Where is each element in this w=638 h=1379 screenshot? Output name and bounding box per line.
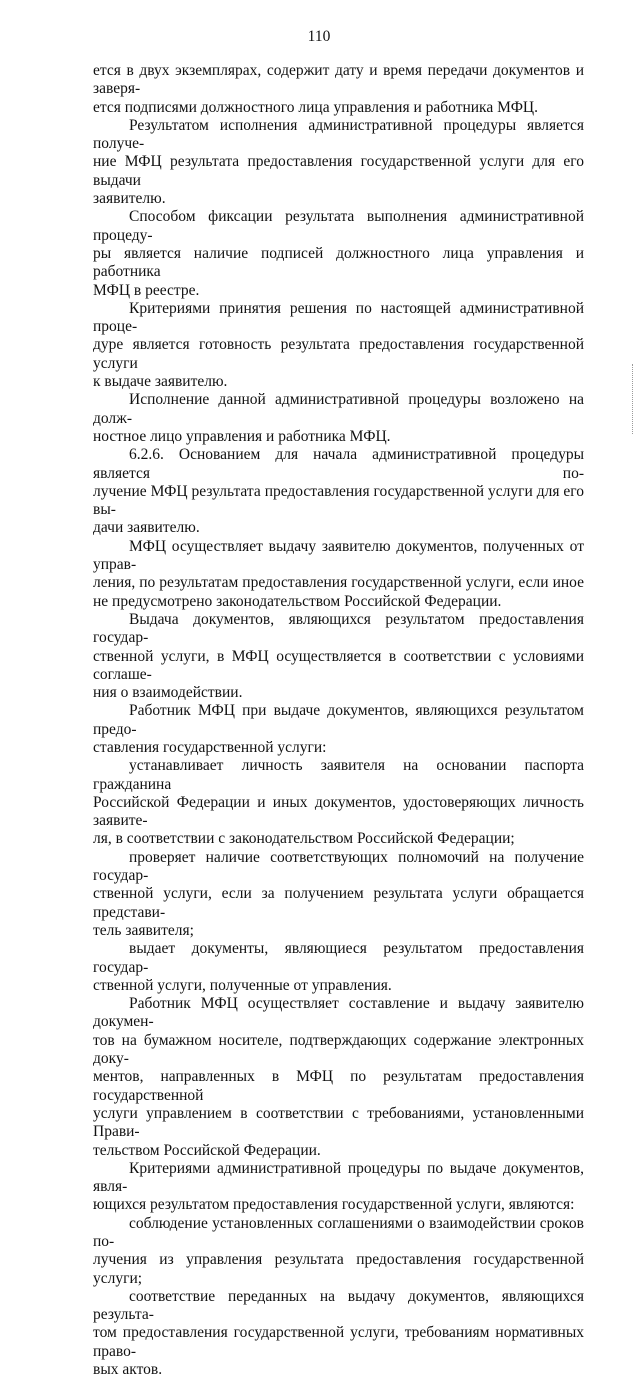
text-line: МФЦ в реестре. bbox=[93, 281, 200, 299]
text-line: дуре является готовность результата предоставления государственной услуги bbox=[93, 336, 584, 372]
text-line: Способом фиксации результата выполнения административной процеду- bbox=[93, 208, 584, 244]
text-line: ющихся результатом предоставления государственной услуги, являются: bbox=[93, 1196, 575, 1214]
text-line: ставления государственной услуги: bbox=[93, 738, 327, 756]
text-line: Работник МФЦ осуществляет составление и выдачу заявителю докумен- bbox=[93, 995, 584, 1031]
text-line: ния о взаимодействии. bbox=[93, 684, 243, 702]
text-line: ры является наличие подписей должностного лица управления и работника bbox=[93, 244, 584, 281]
text-line: устанавливает личность заявителя на основании паспорта гражданина bbox=[93, 757, 584, 793]
text-line: проверяет наличие соответствующих полномочий на получение государ- bbox=[93, 848, 584, 885]
text-line: МФЦ осуществляет выдачу заявителю документов, полученных от управ- bbox=[93, 537, 584, 574]
text-line: Критериями принятия решения по настоящей административной проце- bbox=[93, 299, 584, 336]
text-line: к выдаче заявителю. bbox=[93, 373, 228, 391]
text-line: ностное лицо управления и работника МФЦ. bbox=[93, 427, 391, 445]
text-line: заявителю. bbox=[93, 190, 166, 208]
body-text bbox=[93, 62, 584, 1379]
text-line: ления, по результатам предоставления государственной услуги, если иное bbox=[93, 574, 584, 592]
text-line: ственной услуги, если за получением результата услуги обращается представи- bbox=[93, 885, 584, 921]
text-line: соответствие переданных на выдачу документов, являющихся результа- bbox=[93, 1287, 584, 1324]
text-line: тельством Российской Федерации. bbox=[93, 1141, 321, 1159]
text-line: 6.2.6. Основанием для начала административной процедуры является по- bbox=[93, 446, 584, 482]
text-line: ние МФЦ результата предоставления государственной услуги для его выдачи bbox=[93, 153, 584, 189]
text-line: тель заявителя; bbox=[93, 921, 194, 939]
text-line: выдает документы, являющиеся результатом предоставления государ- bbox=[93, 940, 584, 976]
text-line: Исполнение данной административной процедуры возложено на долж- bbox=[93, 391, 584, 427]
text-line: услуги управлением в соответствии с требованиями, установленными Прави- bbox=[93, 1104, 584, 1141]
page-number: 110 bbox=[307, 28, 331, 45]
text-line: тов на бумажном носителе, подтверждающих содержание электронных доку- bbox=[93, 1031, 584, 1068]
text-line: лучения из управления результата предоставления государственной услуги; bbox=[93, 1251, 584, 1287]
text-line: ственной услуги, полученные от управления. bbox=[93, 976, 392, 994]
text-line: Выдача документов, являющихся результатом предоставления государ- bbox=[93, 610, 584, 647]
text-line: ется в двух экземплярах, содержит дату и время передачи документов и заверя- bbox=[93, 62, 584, 98]
text-line: том предоставления государственной услуги, требованиям нормативных право- bbox=[93, 1324, 584, 1360]
text-line: Российской Федерации и иных документов, удостоверяющих личность заявите- bbox=[93, 793, 584, 830]
text-line: лучение МФЦ результата предоставления государственной услуги для его вы- bbox=[93, 482, 584, 519]
text-line: Результатом исполнения административной процедуры является получе- bbox=[93, 116, 584, 153]
text-line: ется подписями должностного лица управления и работника МФЦ. bbox=[93, 98, 539, 116]
text-line: вых актов. bbox=[93, 1361, 163, 1379]
scan-margin-marks bbox=[632, 364, 635, 434]
text-line: не предусмотрено законодательством Российской Федерации. bbox=[93, 592, 502, 610]
text-line: ственной услуги, в МФЦ осуществляется в соответствии с условиями соглаше- bbox=[93, 647, 584, 683]
text-line: ля, в соответствии с законодательством Российской Федерации; bbox=[93, 830, 515, 848]
text-line: ментов, направленных в МФЦ по результатам предоставления государственной bbox=[93, 1068, 584, 1104]
text-line: соблюдение установленных соглашениями о взаимодействии сроков по- bbox=[93, 1214, 584, 1250]
text-line: Работник МФЦ при выдаче документов, являющихся результатом предо- bbox=[93, 702, 584, 738]
text-line: Критериями административной процедуры по выдаче документов, явля- bbox=[93, 1159, 584, 1196]
text-line: дачи заявителю. bbox=[93, 519, 200, 537]
